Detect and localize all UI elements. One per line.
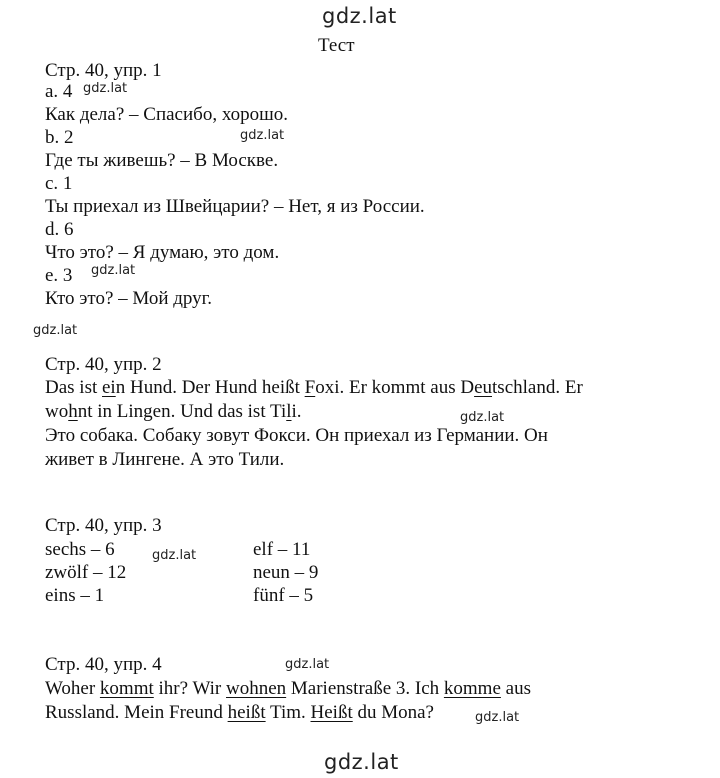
watermark-bottom: gdz.lat xyxy=(324,750,399,774)
answer-text: Кто это? – Мой друг. xyxy=(45,288,213,309)
number-pair: sechs – 6 xyxy=(45,539,115,560)
answer-label: e. 3 xyxy=(45,265,73,286)
german-text-line: Woher kommt ihr? Wir wohnen Marienstraße 3. Ich komme aus xyxy=(45,678,531,699)
german-text-line: wohnt in Lingen. Und das ist Tili. xyxy=(45,401,302,422)
answer-label: c. 1 xyxy=(45,173,73,194)
watermark: gdz.lat xyxy=(475,710,520,725)
watermark: gdz.lat xyxy=(91,263,136,278)
answer-label: b. 2 xyxy=(45,127,74,148)
german-text-line: Russland. Mein Freund heißt Tim. Heißt du Mona? xyxy=(45,702,434,723)
section-header: Стр. 40, упр. 1 xyxy=(45,60,162,81)
number-pair: elf – 11 xyxy=(253,539,311,560)
watermark: gdz.lat xyxy=(33,323,78,338)
answer-text: Где ты живешь? – В Москве. xyxy=(45,150,279,171)
number-pair: neun – 9 xyxy=(253,562,319,583)
answer-text: Ты приехал из Швейцарии? – Нет, я из России. xyxy=(45,196,425,217)
russian-text-line: живет в Лингене. А это Тили. xyxy=(45,449,285,470)
german-text-line: Das ist ein Hund. Der Hund heißt Foxi. Er kommt aus Deutschland. Er xyxy=(45,377,583,398)
watermark: gdz.lat xyxy=(460,410,505,425)
section-header: Стр. 40, упр. 3 xyxy=(45,515,162,536)
watermark: gdz.lat xyxy=(83,81,128,96)
number-pair: zwölf – 12 xyxy=(45,562,127,583)
answer-text: Как дела? – Спасибо, хорошо. xyxy=(45,104,288,125)
watermark: gdz.lat xyxy=(240,128,285,143)
section-header: Стр. 40, упр. 2 xyxy=(45,354,162,375)
number-pair: fünf – 5 xyxy=(253,585,314,606)
watermark: gdz.lat xyxy=(152,548,197,563)
number-pair: eins – 1 xyxy=(45,585,105,606)
watermark-top: gdz.lat xyxy=(322,4,397,28)
section-header: Стр. 40, упр. 4 xyxy=(45,654,162,675)
russian-text-line: Это собака. Собаку зовут Фокси. Он приехал из Германии. Он xyxy=(45,425,548,446)
answer-label: d. 6 xyxy=(45,219,74,240)
watermark: gdz.lat xyxy=(285,657,330,672)
page-title: Тест xyxy=(318,35,355,56)
answer-text: Что это? – Я думаю, это дом. xyxy=(45,242,280,263)
answer-label: a. 4 xyxy=(45,81,73,102)
